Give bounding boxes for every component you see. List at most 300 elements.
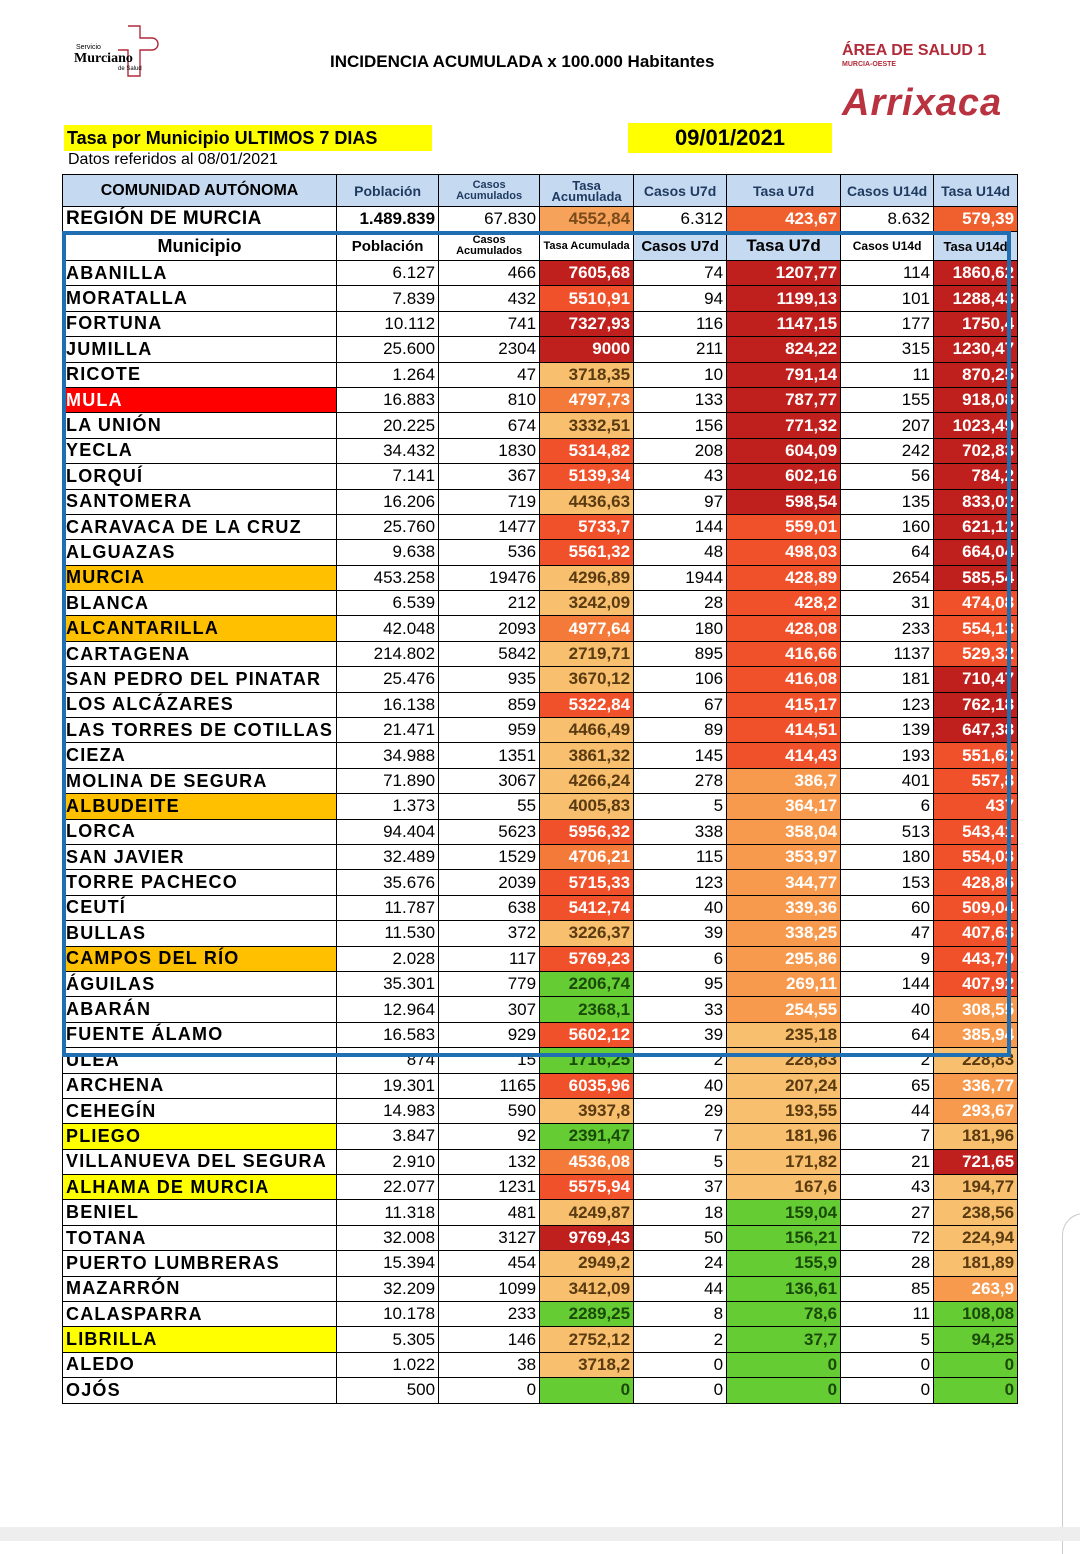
municipio-name: CAMPOS DEL RÍO [63, 946, 337, 971]
casos-u7d: 0 [634, 1352, 727, 1377]
casos-u14d: 28 [841, 1251, 934, 1276]
tasa-u7d: 339,36 [727, 895, 841, 920]
tasa-acumulada: 5510,91 [540, 286, 634, 311]
table-row [63, 1302, 1018, 1327]
poblacion: 500 [337, 1378, 439, 1403]
poblacion: 16.883 [337, 387, 439, 412]
tasa-u7d: 228,83 [727, 1048, 841, 1073]
municipio-name: MORATALLA [63, 286, 337, 311]
tasa-acumulada: 5733,7 [540, 514, 634, 539]
municipio-name: TORRE PACHECO [63, 870, 337, 895]
casos-u7d: 2 [634, 1327, 727, 1352]
tasa-acumulada: 5769,23 [540, 946, 634, 971]
municipio-name: SAN PEDRO DEL PINATAR [63, 667, 337, 692]
region-tasa-acum: 4552,84 [540, 207, 634, 232]
table-row [63, 1378, 1018, 1403]
casos-u14d: 160 [841, 514, 934, 539]
municipio-name: BLANCA [63, 591, 337, 616]
poblacion: 15.394 [337, 1251, 439, 1276]
tasa-u7d: 171,82 [727, 1149, 841, 1174]
col-header: Casos Acumulados [439, 175, 540, 207]
casos-u14d: 40 [841, 997, 934, 1022]
tasa-u7d: 414,43 [727, 743, 841, 768]
casos-acumulados: 367 [439, 464, 540, 489]
casos-u7d: 40 [634, 1073, 727, 1098]
tasa-u7d: 235,18 [727, 1022, 841, 1047]
incidence-table [62, 174, 1018, 1404]
casos-acumulados: 92 [439, 1124, 540, 1149]
casos-u7d: 338 [634, 819, 727, 844]
community-header-row [63, 175, 1018, 207]
casos-u14d: 2654 [841, 565, 934, 590]
casos-acumulados: 959 [439, 718, 540, 743]
casos-u7d: 44 [634, 1276, 727, 1301]
casos-u7d: 74 [634, 261, 727, 286]
poblacion: 71.890 [337, 768, 439, 793]
tasa-acumulada: 2719,71 [540, 641, 634, 666]
casos-u14d: 101 [841, 286, 934, 311]
tasa-acumulada: 3242,09 [540, 591, 634, 616]
table-subtitle: Tasa por Municipio ULTIMOS 7 DIAS [64, 125, 432, 151]
casos-acumulados: 212 [439, 591, 540, 616]
table-row [63, 768, 1018, 793]
tasa-acumulada: 3670,12 [540, 667, 634, 692]
casos-u7d: 2 [634, 1048, 727, 1073]
casos-u14d: 177 [841, 311, 934, 336]
tasa-u14d: 336,77 [934, 1073, 1018, 1098]
table-row [63, 743, 1018, 768]
table-row [63, 1073, 1018, 1098]
casos-u7d: 43 [634, 464, 727, 489]
casos-acumulados: 674 [439, 413, 540, 438]
table-row [63, 438, 1018, 463]
tasa-u7d: 136,61 [727, 1276, 841, 1301]
poblacion: 1.264 [337, 362, 439, 387]
casos-u14d: 85 [841, 1276, 934, 1301]
tasa-u7d: 167,6 [727, 1175, 841, 1200]
data-note: Datos referidos al 08/01/2021 [68, 151, 278, 168]
tasa-acumulada: 5715,33 [540, 870, 634, 895]
casos-acumulados: 638 [439, 895, 540, 920]
casos-u14d: 207 [841, 413, 934, 438]
tasa-acumulada: 4296,89 [540, 565, 634, 590]
municipio-name: ALCANTARILLA [63, 616, 337, 641]
region-poblacion: 1.489.839 [337, 207, 439, 232]
tasa-acumulada: 4466,49 [540, 718, 634, 743]
poblacion: 10.112 [337, 311, 439, 336]
casos-acumulados: 1165 [439, 1073, 540, 1098]
casos-u7d: 208 [634, 438, 727, 463]
poblacion: 1.373 [337, 794, 439, 819]
table-row [63, 286, 1018, 311]
tasa-acumulada: 5602,12 [540, 1022, 634, 1047]
table-row [63, 997, 1018, 1022]
municipio-name: ALEDO [63, 1352, 337, 1377]
casos-u7d: 6 [634, 946, 727, 971]
casos-u7d: 0 [634, 1378, 727, 1403]
table-row [63, 718, 1018, 743]
tasa-u7d: 1207,77 [727, 261, 841, 286]
casos-acumulados: 1231 [439, 1175, 540, 1200]
municipio-name: LA UNIÓN [63, 413, 337, 438]
casos-u14d: 6 [841, 794, 934, 819]
table-row [63, 1149, 1018, 1174]
tasa-u14d: 308,55 [934, 997, 1018, 1022]
logo-sub-text: de Salud [118, 66, 142, 72]
municipio-name: LORQUÍ [63, 464, 337, 489]
tasa-u7d: 193,55 [727, 1098, 841, 1123]
casos-acumulados: 38 [439, 1352, 540, 1377]
tasa-acumulada: 4706,21 [540, 844, 634, 869]
casos-u14d: 193 [841, 743, 934, 768]
casos-acumulados: 481 [439, 1200, 540, 1225]
casos-u14d: 43 [841, 1175, 934, 1200]
table-row [63, 1175, 1018, 1200]
casos-acumulados: 15 [439, 1048, 540, 1073]
region-casos-acum: 67.830 [439, 207, 540, 232]
municipio-name: MURCIA [63, 565, 337, 590]
tasa-acumulada: 3718,35 [540, 362, 634, 387]
table-row [63, 489, 1018, 514]
poblacion: 14.983 [337, 1098, 439, 1123]
tasa-acumulada: 9769,43 [540, 1225, 634, 1250]
municipio-name: LORCA [63, 819, 337, 844]
municipio-name: MAZARRÓN [63, 1276, 337, 1301]
casos-acumulados: 3127 [439, 1225, 540, 1250]
col-header: Tasa U14d [934, 175, 1018, 207]
casos-u14d: 21 [841, 1149, 934, 1174]
municipio-header-row [63, 232, 1018, 261]
casos-u7d: 94 [634, 286, 727, 311]
casos-u14d: 0 [841, 1378, 934, 1403]
tasa-u14d: 1023,49 [934, 413, 1018, 438]
municipio-name: ÁGUILAS [63, 971, 337, 996]
casos-u7d: 89 [634, 718, 727, 743]
col-header: Población [337, 175, 439, 207]
municipio-name: YECLA [63, 438, 337, 463]
casos-u7d: 39 [634, 1022, 727, 1047]
tasa-u14d: 0 [934, 1378, 1018, 1403]
casos-u14d: 5 [841, 1327, 934, 1352]
tasa-u7d: 416,66 [727, 641, 841, 666]
table-row [63, 921, 1018, 946]
casos-u7d: 144 [634, 514, 727, 539]
municipio-name: FORTUNA [63, 311, 337, 336]
casos-u14d: 27 [841, 1200, 934, 1225]
poblacion: 2.028 [337, 946, 439, 971]
casos-u7d: 97 [634, 489, 727, 514]
municipio-name: JUMILLA [63, 337, 337, 362]
casos-u7d: 123 [634, 870, 727, 895]
tasa-u14d: 509,04 [934, 895, 1018, 920]
tasa-u14d: 263,9 [934, 1276, 1018, 1301]
tasa-u7d: 1199,13 [727, 286, 841, 311]
tasa-u14d: 664,04 [934, 540, 1018, 565]
municipio-name: BENIEL [63, 1200, 337, 1225]
bottom-bar [0, 1527, 1080, 1541]
casos-acumulados: 0 [439, 1378, 540, 1403]
area-title: ÁREA DE SALUD 1 [842, 42, 987, 59]
tasa-u7d: 1147,15 [727, 311, 841, 336]
table-row [63, 1251, 1018, 1276]
casos-u14d: 56 [841, 464, 934, 489]
municipio-name: CARAVACA DE LA CRUZ [63, 514, 337, 539]
poblacion: 16.206 [337, 489, 439, 514]
tasa-acumulada: 3937,8 [540, 1098, 634, 1123]
municipio-name: CARTAGENA [63, 641, 337, 666]
tasa-acumulada: 4266,24 [540, 768, 634, 793]
tasa-acumulada: 4977,64 [540, 616, 634, 641]
casos-u14d: 123 [841, 692, 934, 717]
casos-acumulados: 5842 [439, 641, 540, 666]
hospital-logo: Arrixaca [842, 82, 1003, 124]
municipio-name: LOS ALCÁZARES [63, 692, 337, 717]
casos-u14d: 11 [841, 362, 934, 387]
poblacion: 34.988 [337, 743, 439, 768]
tasa-u7d: 602,16 [727, 464, 841, 489]
table-row [63, 1022, 1018, 1047]
casos-acumulados: 719 [439, 489, 540, 514]
tasa-u7d: 78,6 [727, 1302, 841, 1327]
tasa-acumulada: 5956,32 [540, 819, 634, 844]
table-row [63, 641, 1018, 666]
tasa-u14d: 0 [934, 1352, 1018, 1377]
tasa-acumulada: 4536,08 [540, 1149, 634, 1174]
casos-acumulados: 779 [439, 971, 540, 996]
tasa-u14d: 407,92 [934, 971, 1018, 996]
casos-u7d: 1944 [634, 565, 727, 590]
poblacion: 214.802 [337, 641, 439, 666]
tasa-u14d: 1288,43 [934, 286, 1018, 311]
casos-u7d: 180 [634, 616, 727, 641]
poblacion: 2.910 [337, 1149, 439, 1174]
casos-u7d: 33 [634, 997, 727, 1022]
tasa-acumulada: 5322,84 [540, 692, 634, 717]
municipio-name: ABARÁN [63, 997, 337, 1022]
tasa-u14d: 428,86 [934, 870, 1018, 895]
col-header: Tasa U7d [727, 175, 841, 207]
casos-acumulados: 1099 [439, 1276, 540, 1301]
casos-u7d: 48 [634, 540, 727, 565]
tasa-u14d: 437 [934, 794, 1018, 819]
tasa-u14d: 554,13 [934, 616, 1018, 641]
casos-u7d: 156 [634, 413, 727, 438]
table-row [63, 819, 1018, 844]
casos-u7d: 37 [634, 1175, 727, 1200]
col-header: Tasa U7d [727, 232, 841, 261]
casos-u14d: 44 [841, 1098, 934, 1123]
region-row [63, 207, 1018, 232]
casos-acumulados: 47 [439, 362, 540, 387]
tasa-u14d: 228,83 [934, 1048, 1018, 1073]
municipio-name: CALASPARRA [63, 1302, 337, 1327]
col-header: Tasa U14d [934, 232, 1018, 261]
tasa-u7d: 598,54 [727, 489, 841, 514]
poblacion: 35.676 [337, 870, 439, 895]
poblacion: 20.225 [337, 413, 439, 438]
poblacion: 16.583 [337, 1022, 439, 1047]
casos-acumulados: 5623 [439, 819, 540, 844]
tasa-u7d: 159,04 [727, 1200, 841, 1225]
poblacion: 11.530 [337, 921, 439, 946]
area-subtitle: MURCIA-OESTE [842, 61, 897, 68]
casos-u7d: 895 [634, 641, 727, 666]
casos-u14d: 47 [841, 921, 934, 946]
tasa-u14d: 181,96 [934, 1124, 1018, 1149]
table-row [63, 337, 1018, 362]
region-tasa-u14d: 579,39 [934, 207, 1018, 232]
poblacion: 25.600 [337, 337, 439, 362]
casos-u7d: 18 [634, 1200, 727, 1225]
tasa-acumulada: 1716,25 [540, 1048, 634, 1073]
tasa-u14d: 543,41 [934, 819, 1018, 844]
casos-u7d: 278 [634, 768, 727, 793]
tasa-u14d: 108,08 [934, 1302, 1018, 1327]
casos-acumulados: 146 [439, 1327, 540, 1352]
poblacion: 5.305 [337, 1327, 439, 1352]
tasa-u7d: 415,17 [727, 692, 841, 717]
tasa-u7d: 37,7 [727, 1327, 841, 1352]
casos-u7d: 24 [634, 1251, 727, 1276]
municipio-name: MULA [63, 387, 337, 412]
region-name: REGIÓN DE MURCIA [63, 207, 337, 232]
poblacion: 94.404 [337, 819, 439, 844]
poblacion: 16.138 [337, 692, 439, 717]
casos-acumulados: 1351 [439, 743, 540, 768]
casos-u7d: 95 [634, 971, 727, 996]
municipio-name: ABANILLA [63, 261, 337, 286]
casos-acumulados: 3067 [439, 768, 540, 793]
casos-u7d: 50 [634, 1225, 727, 1250]
tasa-acumulada: 4797,73 [540, 387, 634, 412]
sms-logo [74, 24, 174, 82]
tasa-acumulada: 3226,37 [540, 921, 634, 946]
table-row [63, 540, 1018, 565]
table-row [63, 1098, 1018, 1123]
table-row [63, 362, 1018, 387]
poblacion: 6.539 [337, 591, 439, 616]
casos-u14d: 153 [841, 870, 934, 895]
casos-u7d: 115 [634, 844, 727, 869]
tasa-acumulada: 3332,51 [540, 413, 634, 438]
tasa-u14d: 1230,47 [934, 337, 1018, 362]
casos-u14d: 513 [841, 819, 934, 844]
municipio-name: PUERTO LUMBRERAS [63, 1251, 337, 1276]
tasa-u14d: 293,67 [934, 1098, 1018, 1123]
tasa-acumulada: 4249,87 [540, 1200, 634, 1225]
tasa-acumulada: 2949,2 [540, 1251, 634, 1276]
tasa-u14d: 721,65 [934, 1149, 1018, 1174]
casos-u7d: 29 [634, 1098, 727, 1123]
casos-u7d: 116 [634, 311, 727, 336]
col-header: COMUNIDAD AUTÓNOMA [63, 175, 337, 207]
table-row [63, 1225, 1018, 1250]
tasa-u14d: 474,08 [934, 591, 1018, 616]
municipio-rows [63, 261, 1018, 1404]
table-row [63, 692, 1018, 717]
casos-acumulados: 307 [439, 997, 540, 1022]
casos-acumulados: 2093 [439, 616, 540, 641]
poblacion: 1.022 [337, 1352, 439, 1377]
poblacion: 7.141 [337, 464, 439, 489]
tasa-u7d: 155,9 [727, 1251, 841, 1276]
casos-acumulados: 19476 [439, 565, 540, 590]
municipio-name: ULEA [63, 1048, 337, 1073]
tasa-u14d: 702,83 [934, 438, 1018, 463]
casos-u7d: 133 [634, 387, 727, 412]
tasa-u14d: 647,38 [934, 718, 1018, 743]
tasa-u14d: 1750,4 [934, 311, 1018, 336]
report-date: 09/01/2021 [628, 123, 832, 153]
poblacion: 32.209 [337, 1276, 439, 1301]
tasa-u7d: 207,24 [727, 1073, 841, 1098]
region-casos-u7d: 6.312 [634, 207, 727, 232]
tasa-u14d: 407,63 [934, 921, 1018, 946]
casos-u14d: 114 [841, 261, 934, 286]
casos-acumulados: 810 [439, 387, 540, 412]
tasa-u7d: 559,01 [727, 514, 841, 539]
tasa-acumulada: 7605,68 [540, 261, 634, 286]
casos-u7d: 7 [634, 1124, 727, 1149]
col-header: Casos U7d [634, 175, 727, 207]
casos-u14d: 0 [841, 1352, 934, 1377]
casos-u7d: 145 [634, 743, 727, 768]
tasa-u7d: 181,96 [727, 1124, 841, 1149]
tasa-u14d: 238,56 [934, 1200, 1018, 1225]
poblacion: 11.787 [337, 895, 439, 920]
col-header: Tasa Acumulada [540, 175, 634, 207]
casos-u14d: 233 [841, 616, 934, 641]
casos-u14d: 72 [841, 1225, 934, 1250]
municipio-name: SAN JAVIER [63, 844, 337, 869]
tasa-acumulada: 5561,32 [540, 540, 634, 565]
table-row [63, 616, 1018, 641]
col-header: Casos Acumulados [439, 232, 540, 261]
casos-u14d: 2 [841, 1048, 934, 1073]
tasa-acumulada: 9000 [540, 337, 634, 362]
tasa-u14d: 557,8 [934, 768, 1018, 793]
poblacion: 19.301 [337, 1073, 439, 1098]
tasa-u7d: 156,21 [727, 1225, 841, 1250]
casos-u7d: 39 [634, 921, 727, 946]
tasa-u14d: 443,79 [934, 946, 1018, 971]
table-row [63, 1327, 1018, 1352]
casos-u14d: 155 [841, 387, 934, 412]
tasa-u14d: 551,62 [934, 743, 1018, 768]
table-row [63, 413, 1018, 438]
table-row [63, 565, 1018, 590]
municipio-name: PLIEGO [63, 1124, 337, 1149]
col-header: Casos U14d [841, 232, 934, 261]
poblacion: 11.318 [337, 1200, 439, 1225]
poblacion: 21.471 [337, 718, 439, 743]
table-row [63, 464, 1018, 489]
tasa-acumulada: 0 [540, 1378, 634, 1403]
col-header: Casos U14d [841, 175, 934, 207]
tasa-u7d: 0 [727, 1378, 841, 1403]
poblacion: 7.839 [337, 286, 439, 311]
tasa-u7d: 295,86 [727, 946, 841, 971]
tasa-u7d: 498,03 [727, 540, 841, 565]
table-row [63, 514, 1018, 539]
casos-u14d: 7 [841, 1124, 934, 1149]
casos-acumulados: 2039 [439, 870, 540, 895]
casos-u7d: 40 [634, 895, 727, 920]
municipio-name: ARCHENA [63, 1073, 337, 1098]
poblacion: 22.077 [337, 1175, 439, 1200]
tasa-u7d: 344,77 [727, 870, 841, 895]
page-title: INCIDENCIA ACUMULADA x 100.000 Habitantes [330, 52, 715, 71]
